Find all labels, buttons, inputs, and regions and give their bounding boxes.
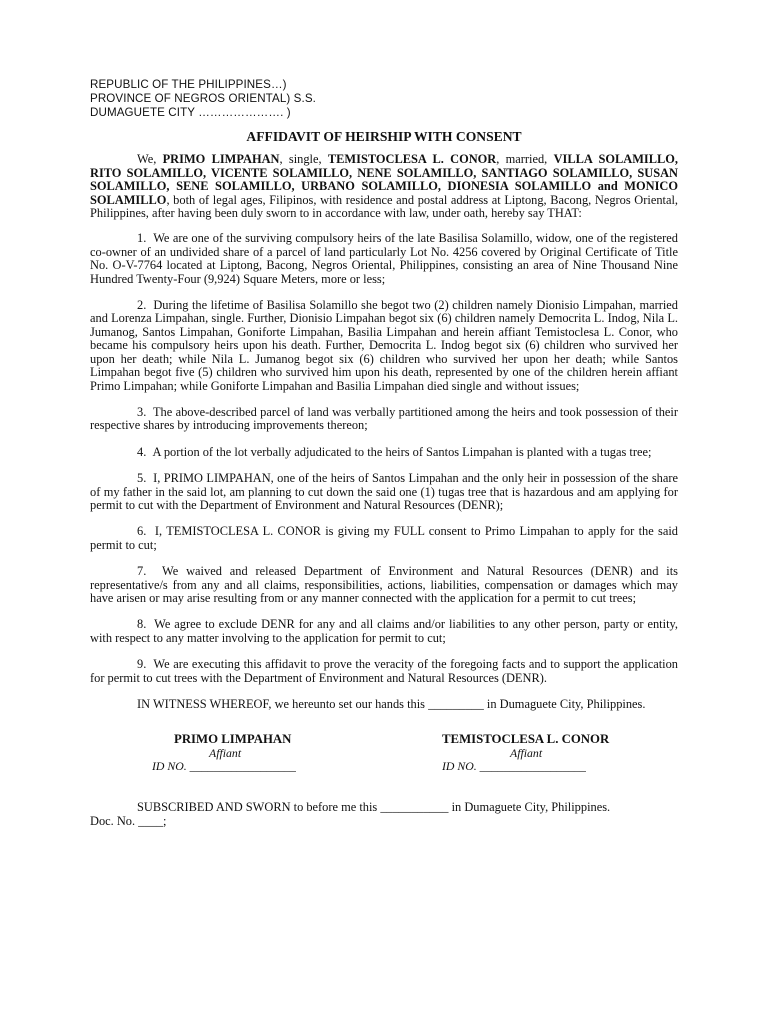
paragraph-9: 9. We are executing this affidavit to prove the veracity of the foregoing facts and to support the application for permit to cut trees with the Department of Environment and Natural Resources (DENR). <box>90 657 678 685</box>
affiant-names-solamillo: VILLA SOLAMILLO, RITO SOLAMILLO, VICENTE SOLAMILLO, NENE SOLAMILLO, SANTIAGO SOLAMILLO, SUSAN SOLAMILLO, SENE SOLAMILLO, URBANO SOLAMILLO, DIONESIA SOLAMILLO and MONICO SOLAMILLO <box>90 152 678 207</box>
intro-text-3: , both of legal ages, Filipinos, with residence and postal address at Liptong, Bacong, Negros Oriental, Philippines, after having been duly sworn to in accordance with law, under oath, hereby say THAT: <box>90 192 678 221</box>
intro-text-1: , single, <box>279 152 328 167</box>
venue-block <box>90 78 678 120</box>
paragraph-3: 3. The above-described parcel of land was verbally partitioned among the heirs and took possession of their respective shares by introducing improvements thereon; <box>90 404 678 433</box>
witness-paragraph: IN WITNESS WHEREOF, we hereunto set our hands this _________ in Dumaguete City, Philippines. <box>137 697 646 711</box>
intro-we: We, <box>137 152 163 167</box>
doc-number: Doc. No. ____; <box>90 813 167 828</box>
paragraph-2: 2. During the lifetime of Basilisa Solamillo she begot two (2) children namely Dionisio Limpahan, married and Lorenza Limpahan, single. Further, Dionisio Limpahan begot six (6) children namely Democrita L. Indog, Nila L. Jumanog, Santos Limpahan, Goniforte Limpahan, Basilia Limpahan and herein affiant Temistoclesa L. Conor, who became his compulsory heirs upon his death. Further, Democrita L. Indog begot six (6) children who survived her upon her death; while Nila L. Jumanog begot six (6) children who survived her upon her death; while Santos Limpahan begot five (5) children who survived him upon his death, represented by one of the children herein affiant Primo Limpahan; while Goniforte Limpahan and Basilia Limpahan died single and without issues; <box>90 298 678 393</box>
signatory-role: Affiant <box>510 745 543 760</box>
signatory-name: TEMISTOCLESA L. CONOR <box>442 732 610 747</box>
venue-line-city: DUMAGUETE CITY …………………. ) <box>90 106 291 119</box>
affiant-name-temistoclesa: TEMISTOCLESA L. CONOR <box>327 152 497 167</box>
paragraph-6: 6. I, TEMISTOCLESA L. CONOR is giving my FULL consent to Primo Limpahan to apply for the said permit to cut; <box>90 524 678 552</box>
signature-block <box>90 733 678 795</box>
jurat-paragraph: SUBSCRIBED AND SWORN to before me this ___________ in Dumaguete City, Philippines. <box>137 800 611 815</box>
signatory-primo <box>152 733 296 773</box>
signatory-id-line: ID NO. __________________ <box>152 759 296 774</box>
signatory-role: Affiant <box>209 745 242 760</box>
intro-text-2: , married, <box>496 152 554 167</box>
signatory-temistoclesa <box>442 733 609 773</box>
venue-line-republic: REPUBLIC OF THE PHILIPPINES…) <box>90 78 287 91</box>
paragraph-7: 7. We waived and released Department of Environment and Natural Resources (DENR) and its representative/s from any and all claims, responsibilities, actions, liabilities, compensation or damages which may have arisen or may arise resulting from or any manner connected with the application for a permit to cut trees; <box>90 564 678 605</box>
affidavit-page <box>90 78 678 828</box>
intro-paragraph <box>90 153 678 220</box>
venue-line-province: PROVINCE OF NEGROS ORIENTAL) S.S. <box>90 92 316 105</box>
document-title: AFFIDAVIT OF HEIRSHIP WITH CONSENT <box>246 129 522 144</box>
affiant-name-primo: PRIMO LIMPAHAN <box>162 152 280 167</box>
signatory-name: PRIMO LIMPAHAN <box>174 732 292 747</box>
paragraph-4: 4. A portion of the lot verbally adjudicated to the heirs of Santos Limpahan is planted with a tugas tree; <box>137 444 652 459</box>
paragraph-1: 1. We are one of the surviving compulsory heirs of the late Basilisa Solamillo, widow, one of the registered co-owner of an undivided share of a parcel of land particularly Lot No. 4256 covered by Original Certificate of Title No. O-V-7764 located at Liptong, Bacong, Negros Oriental, Philippines, consisting an area of Nine Thousand Nine Hundred Twenty-Four (9,924) Square Meters, more or less; <box>90 231 678 286</box>
signatory-id-line: ID NO. __________________ <box>442 759 586 774</box>
paragraph-8: 8. We agree to exclude DENR for any and all claims and/or liabilities to any other person, party or entity, with respect to any matter involving to the application for permit to cut; <box>90 617 678 645</box>
paragraph-5: 5. I, PRIMO LIMPAHAN, one of the heirs of Santos Limpahan and the only heir in possession of the share of my father in the said lot, am planning to cut down the said one (1) tugas tree that is hazardous and am applying for permit to cut with the Department of Environment and Natural Resources (DENR); <box>90 471 678 512</box>
